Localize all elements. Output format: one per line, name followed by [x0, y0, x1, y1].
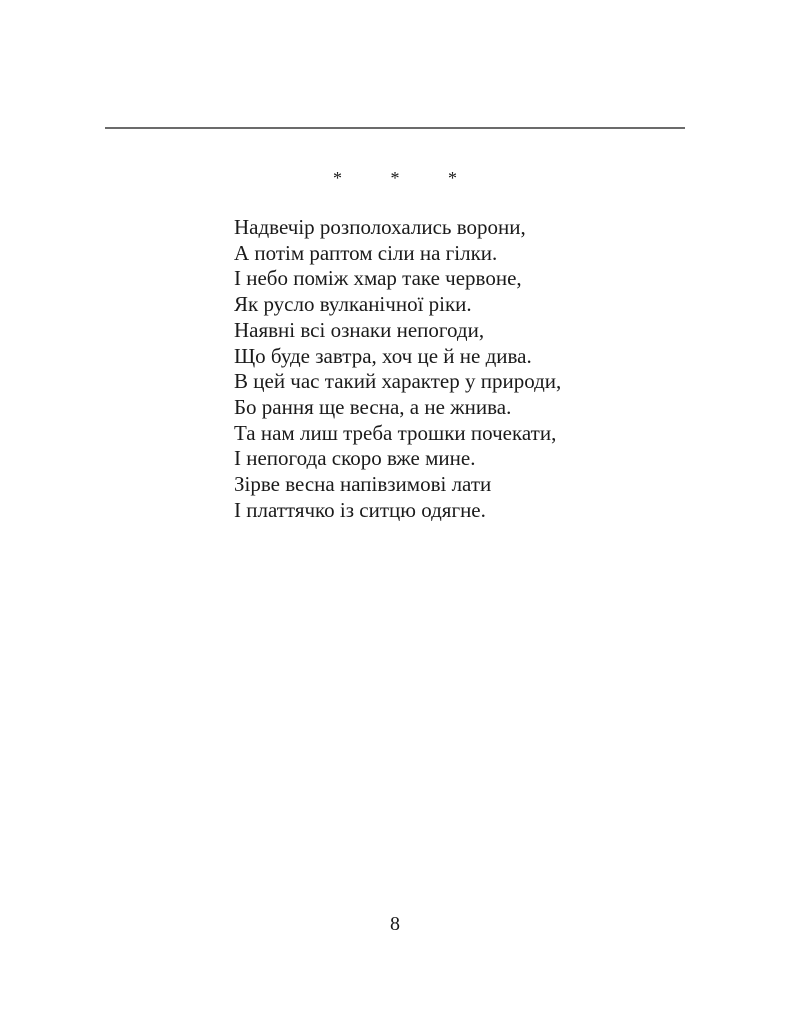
poem-stanza [234, 215, 561, 523]
section-separator: * * * [333, 168, 479, 188]
poem-line: Як русло вулканічної ріки. [234, 292, 472, 317]
poem-line: Бо рання ще весна, а не жнива. [234, 394, 512, 419]
poem-line: І небо поміж хмар таке червоне, [234, 266, 522, 291]
poem-line: Надвечір розполохались ворони, [234, 215, 526, 239]
page-number: 8 [390, 913, 400, 935]
poem-line: Наявні всі ознаки непогоди, [234, 317, 485, 342]
poem-line: І непогода скоро вже мине. [234, 446, 476, 471]
poem-line: В цей час такий характер у природи, [234, 369, 562, 394]
poem-line: Що буде завтра, хоч це й не дива. [234, 343, 532, 368]
poem-line: І платтячко із ситцю одягне. [234, 497, 486, 522]
header-rule [105, 127, 685, 129]
poem-line: Та нам лиш треба трошки почекати, [234, 420, 557, 445]
poem-line: Зірве весна напівзимові лати [234, 472, 492, 497]
poem-line: А потім раптом сіли на гілки. [234, 240, 498, 265]
